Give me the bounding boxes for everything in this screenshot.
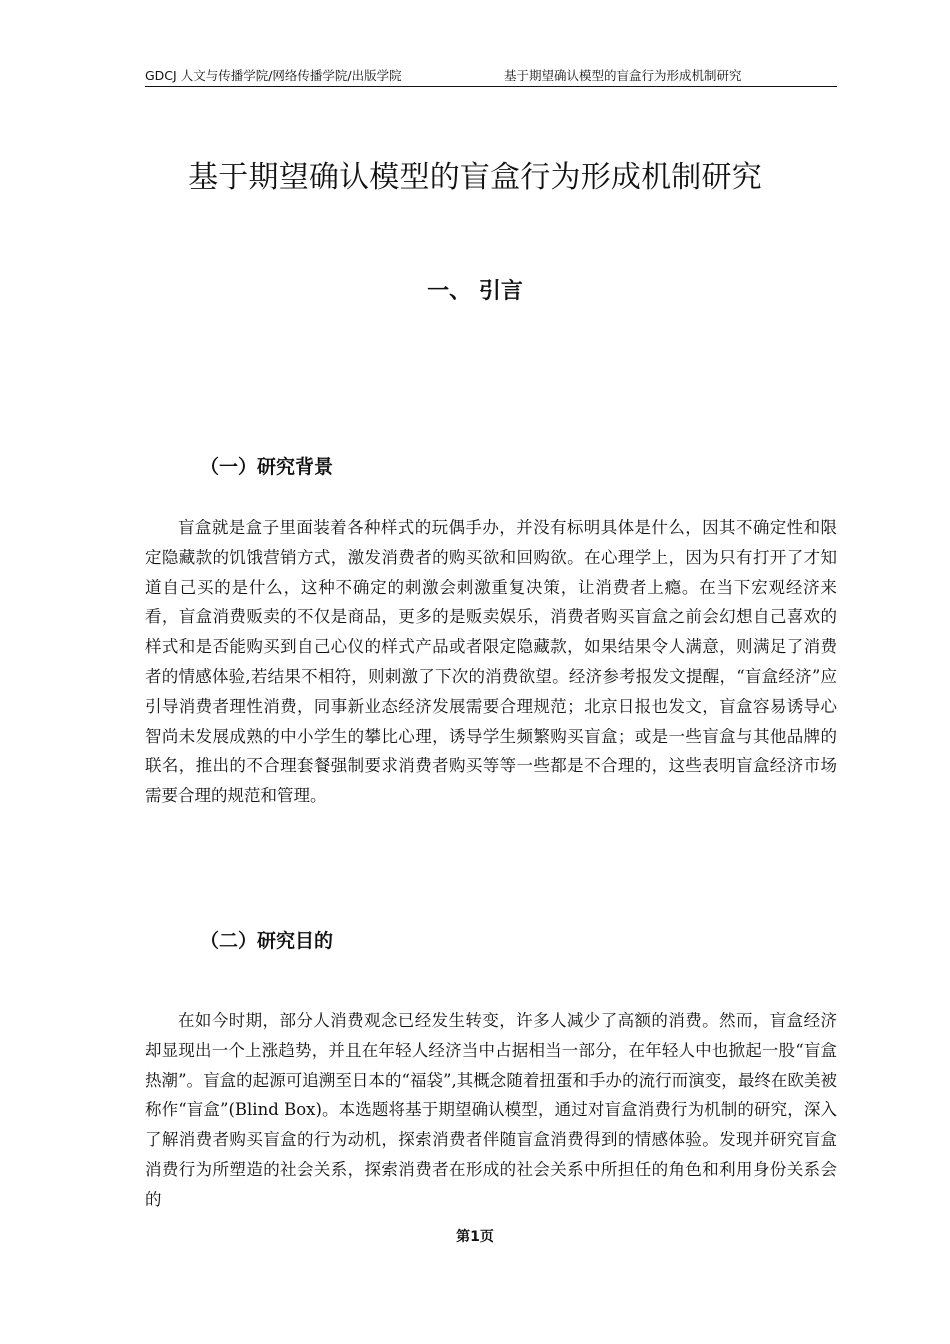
header-paper-title: 基于期望确认模型的盲盒行为形成机制研究 — [504, 68, 742, 83]
subheading-research-purpose: （二）研究目的 — [200, 930, 334, 952]
subheading-research-background: （一）研究背景 — [200, 456, 334, 478]
page-number: 第1页 — [456, 1229, 494, 1245]
paragraph-research-purpose: 在如今时期，部分人消费观念已经发生转变，许多人减少了高额的消费。然而，盲盒经济却显现出一个上涨趋势，并且在年轻人经济当中占据相当一部分，在年轻人中也掀起一股“盲盒热潮”。盲盒的起源可追溯至日本的“福袋”,其概念随着扭蛋和手办的流行而演变，最终在欧美被称作“盲盒”(Blind Box)。本选题将基于期望确认模型，通过对盲盒消费行为机制的研究，深入了解消费者购买盲盒的行为动机，探索消费者伴随盲盒消费得到的情感体验。发现并研究盲盒消费行为所塑造的社会关系，探索消费者在形成的社会关系中所担任的角色和利用身份关系会的 — [145, 1011, 837, 1209]
page-header — [145, 66, 837, 87]
document-title: 基于期望确认模型的盲盒行为形成机制研究 — [188, 160, 762, 195]
header-institution: GDCJ 人文与传播学院/网络传播学院/出版学院 — [145, 68, 402, 83]
section-heading-introduction: 一、 引言 — [427, 279, 523, 304]
paragraph-research-background: 盲盒就是盒子里面装着各种样式的玩偶手办，并没有标明具体是什么，因其不确定性和限定隐藏款的饥饿营销方式，激发消费者的购买欲和回购欲。在心理学上，因为只有打开了才知道自己买的是什么，这种不确定的刺激会刺激重复决策，让消费者上瘾。在当下宏观经济来看，盲盒消费贩卖的不仅是商品，更多的是贩卖娱乐，消费者购买盲盒之前会幻想自己喜欢的样式和是否能购买到自己心仪的样式产品或者限定隐藏款，如果结果令人满意，则满足了消费者的情感体验,若结果不相符，则刺激了下次的消费欲望。经济参考报发文提醒，“盲盒经济”应引导消费者理性消费，同事新业态经济发展需要合理规范；北京日报也发文，盲盒容易诱导心智尚未发展成熟的中小学生的攀比心理，诱导学生频繁购买盲盒；或是一些盲盒与其他品牌的联名，推出的不合理套餐强制要求消费者购买等等一些都是不合理的，这些表明盲盒经济市场需要合理的规范和管理。 — [145, 518, 837, 806]
